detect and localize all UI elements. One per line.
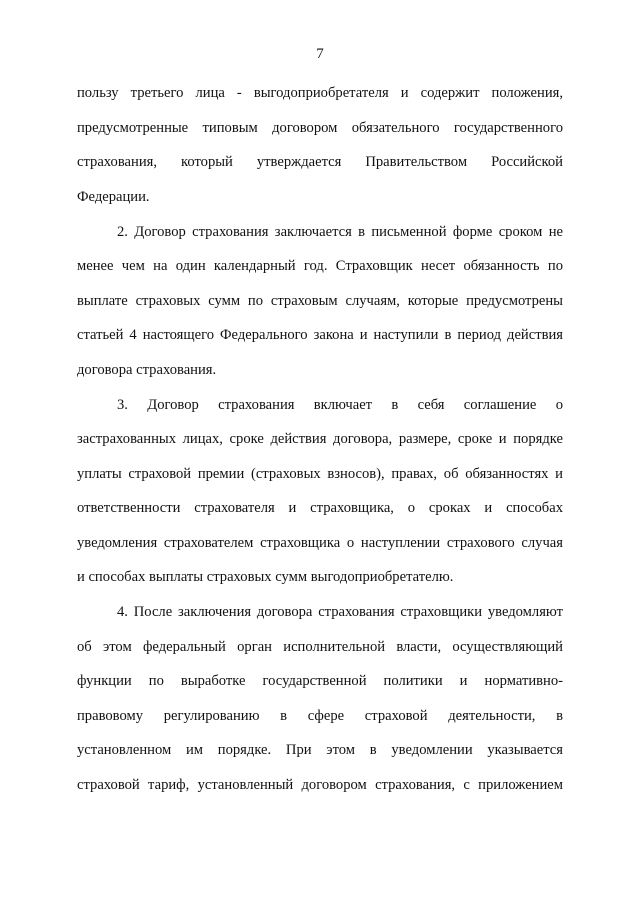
- text-line: статьей 4 настоящего Федерального закона и наступили в период действия: [77, 327, 563, 343]
- text-line: установленном им порядке. При этом в уведомлении указывается: [77, 742, 563, 758]
- text-line: уплаты страховой премии (страховых взносов), правах, об обязанностях и: [77, 466, 563, 482]
- text-line: страховой тариф, установленный договором страхования, с приложением: [77, 777, 563, 793]
- text-line: предусмотренные типовым договором обязательного государственного: [77, 120, 563, 136]
- text-line: договора страхования.: [77, 362, 217, 378]
- text-line: 4. После заключения договора страхования страховщики уведомляют: [117, 604, 563, 620]
- text-line: 2. Договор страхования заключается в письменной форме сроком не: [117, 224, 563, 240]
- text-line: функции по выработке государственной политики и нормативно-: [77, 673, 563, 689]
- text-line: страхования, который утверждается Правительством Российской: [77, 154, 563, 170]
- text-line: уведомления страхователем страховщика о наступлении страхового случая: [77, 535, 563, 551]
- page-number: 7: [316, 46, 324, 62]
- text-line: и способах выплаты страховых сумм выгодоприобретателю.: [77, 569, 454, 585]
- text-line: застрахованных лицах, сроке действия договора, размере, сроке и порядке: [77, 431, 563, 447]
- text-line: менее чем на один календарный год. Страховщик несет обязанность по: [77, 258, 563, 274]
- text-line: правовому регулированию в сфере страховой деятельности, в: [77, 708, 563, 724]
- text-line: выплате страховых сумм по страховым случаям, которые предусмотрены: [77, 293, 563, 309]
- text-line: об этом федеральный орган исполнительной власти, осуществляющий: [77, 639, 563, 655]
- text-line: пользу третьего лица - выгодоприобретателя и содержит положения,: [77, 85, 563, 101]
- text-line: 3. Договор страхования включает в себя соглашение о: [117, 397, 563, 413]
- text-line: ответственности страхователя и страховщика, о сроках и способах: [77, 500, 563, 516]
- text-line: Федерации.: [77, 189, 150, 205]
